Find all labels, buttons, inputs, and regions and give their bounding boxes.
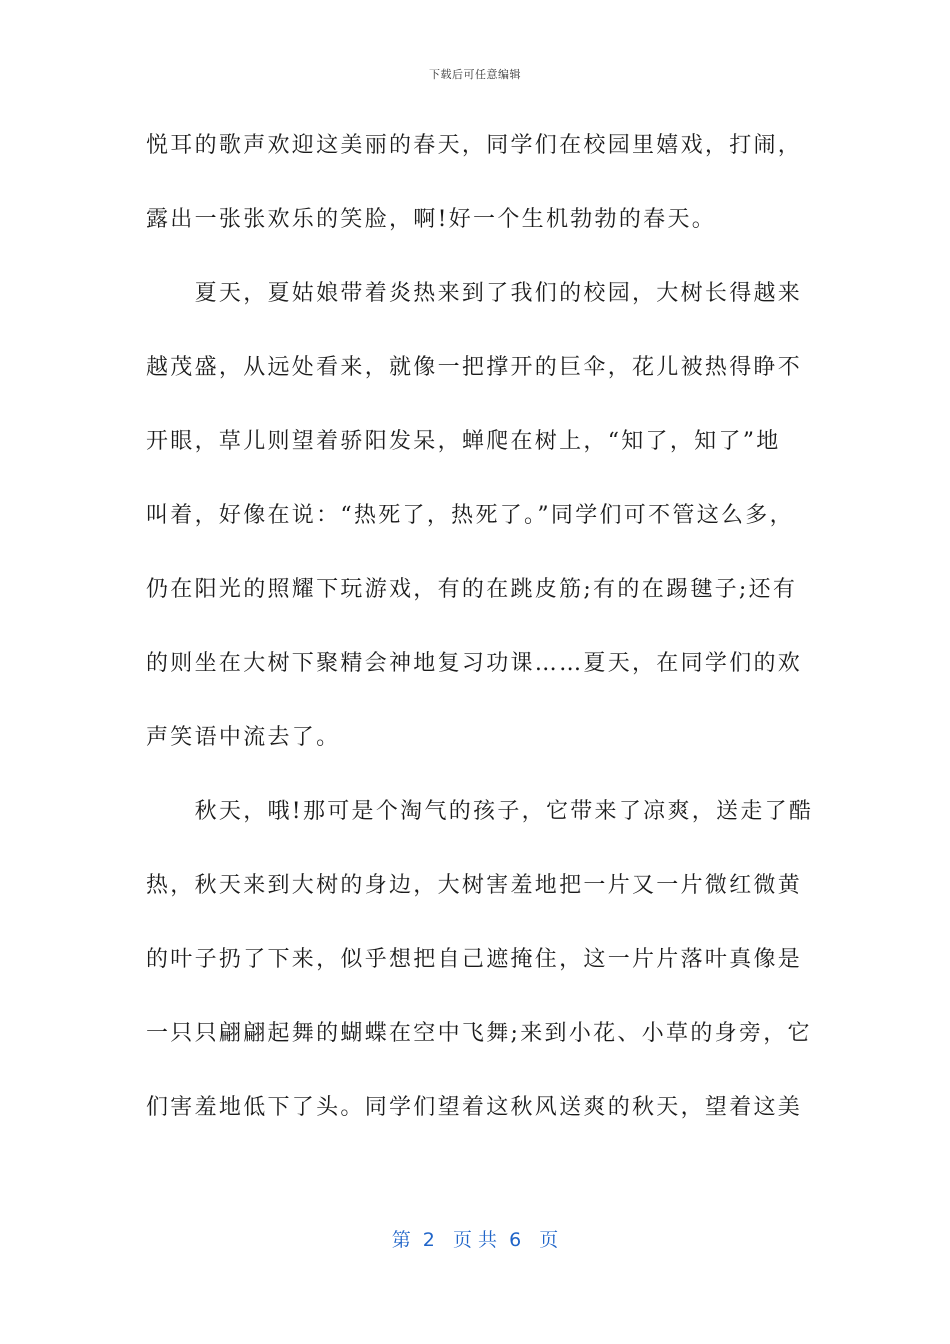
- page-header: 下载后可任意编辑: [429, 68, 521, 81]
- text-line: 仍在阳光的照耀下玩游戏，有的在跳皮筋;有的在踢毽子;还有: [146, 577, 798, 602]
- text-line: 悦耳的歌声欢迎这美丽的春天，同学们在校园里嬉戏，打闹，: [146, 133, 803, 158]
- text-line: 越茂盛，从远处看来，就像一把撑开的巨伞，花儿被热得睁不: [146, 355, 803, 380]
- text-line: 声笑语中流去了。: [146, 725, 341, 750]
- text-line: 夏天，夏姑娘带着炎热来到了我们的校园，大树长得越来: [146, 281, 803, 306]
- text-line: 叫着，好像在说：“热死了，热死了。”同学们可不管这么多，: [146, 503, 794, 528]
- text-line: 的叶子扔了下来，似乎想把自己遮掩住，这一片片落叶真像是: [146, 947, 803, 972]
- text-line: 秋天，哦!那可是个淘气的孩子，它带来了凉爽，送走了酷: [146, 799, 814, 824]
- text-line: 一只只翩翩起舞的蝴蝶在空中飞舞;来到小花、小草的身旁，它: [146, 1021, 812, 1046]
- text-line: 开眼，草儿则望着骄阳发呆，蝉爬在树上，“知了，知了”地: [146, 429, 781, 454]
- page-number-footer: 第 2 页 共 6 页: [391, 1229, 559, 1251]
- text-line: 的则坐在大树下聚精会神地复习功课……夏天，在同学们的欢: [146, 651, 803, 676]
- text-line: 热，秋天来到大树的身边，大树害羞地把一片又一片微红微黄: [146, 873, 803, 898]
- text-line: 露出一张张欢乐的笑脸，啊!好一个生机勃勃的春天。: [146, 207, 717, 232]
- document-body: [146, 126, 814, 1162]
- text-line: 们害羞地低下了头。同学们望着这秋风送爽的秋天，望着这美: [146, 1095, 803, 1120]
